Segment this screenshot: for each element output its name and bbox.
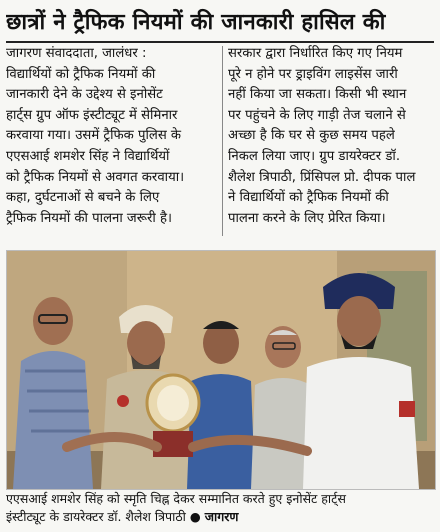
article-body-right-column [228,44,438,244]
body-line: करवाया गया। उसमें ट्रैफिक पुलिस के [6,128,182,144]
news-photo [6,250,436,490]
body-line: निकल लिया जाए। ग्रुप डायरेक्टर डॉ. [228,148,401,164]
body-line: ने विद्यार्थियों को ट्रैफिक नियमों की [228,190,389,206]
body-line: कहा, दुर्घटनाओं से बचने के लिए [6,190,160,206]
body-line: अच्छा है कि घर से कुछ समय पहले [228,128,395,144]
article-body-left-column [6,44,218,244]
body-line: पालना करने के लिए प्रेरित किया। [228,210,386,226]
body-line: को ट्रैफिक नियमों से अवगत करवाया। [6,169,185,185]
body-line: ट्रैफिक नियमों की पालना जरूरी है। [6,210,172,226]
caption-line-2-text: इंस्टीट्यूट के डायरेक्टर डॉ. शैलेश त्रिपाठी [6,509,186,524]
body-line: विद्यार्थियों को ट्रैफिक नियमों की [6,66,156,82]
article-headline: छात्रों ने ट्रैफिक नियमों की जानकारी हासिल की [6,10,386,35]
body-line: हार्ट्स ग्रुप ऑफ इंस्टीट्यूट में सेमिनार [6,107,178,123]
headline-rule [6,41,434,43]
column-divider [222,46,223,236]
body-line: शैलेश त्रिपाठी, प्रिंसिपल प्रो. दीपक पाल [228,169,416,185]
caption-line-2 [6,508,434,526]
caption-line-1: एएसआई शमशेर सिंह को स्मृति चिह्न देकर सम्मानित करते हुए इनोसेंट हार्ट्स [6,491,346,506]
photo-caption [6,490,434,530]
body-line: जानकारी देने के उद्देश्य से इनोसेंट [6,87,163,103]
body-line: जागरण संवाददाता, जालंधर : [6,46,147,61]
body-line: नहीं किया जा सकता। किसी भी स्थान [228,87,407,103]
body-line: पर पहुंचने के लिए गाड़ी तेज चलाने से [228,107,406,123]
caption-bullet: ● [189,509,201,524]
body-line: सरकार द्वारा निर्धारित किए गए नियम [228,46,403,61]
caption-credit: जागरण [204,509,239,524]
body-line: पूरे न होने पर ड्राइविंग लाइसेंस जारी [228,66,398,82]
body-line: एएसआई शमशेर सिंह ने विद्यार्थियों [6,148,170,164]
